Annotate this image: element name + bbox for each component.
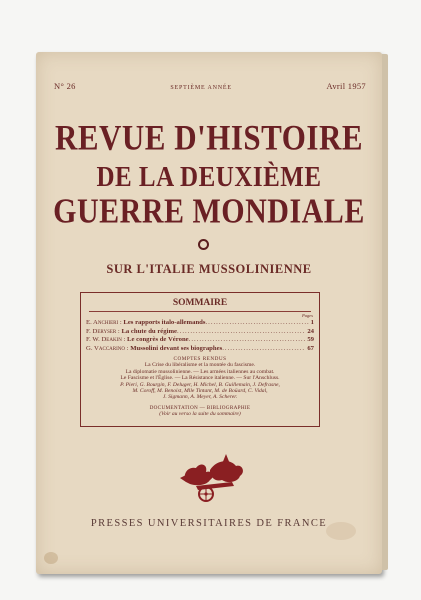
publisher-name: PRESSES UNIVERSITAIRES DE FRANCE: [90, 518, 328, 529]
toc-author: F. W. Deakin :: [86, 336, 126, 344]
table-of-contents-box: [80, 292, 320, 427]
toc-page: 59: [307, 336, 314, 344]
toc-page: 67: [307, 344, 314, 352]
toc-page: 1: [310, 319, 314, 326]
toc-entry: [86, 336, 314, 345]
reviews-section: [81, 356, 319, 418]
issue-number: N° 26: [54, 81, 76, 91]
toc-title: La chute du régime: [121, 327, 177, 335]
title-line-2: DE LA DEUXIÈME: [96, 161, 322, 193]
toc-entry: [86, 319, 314, 328]
pages-label: Pages: [302, 313, 313, 318]
divider: [89, 311, 311, 312]
title-line-1: REVUE D'HISTOIRE: [54, 117, 364, 158]
chariot-emblem-icon: [176, 452, 248, 504]
journal-cover: [36, 52, 382, 574]
title-line-3: GUERRE MONDIALE: [53, 192, 365, 231]
toc-entry: [86, 345, 314, 354]
reviews-line: La diplomatie mussolinienne. — Les armées italiennes au combat.: [125, 368, 275, 375]
contributors-line: P. Pieri, G. Bourgin, F. Deluger, H. Michel, B. Guillemain, J. Defrasne,: [120, 381, 280, 388]
contributors-line: M. Coroff, M. Benoist, Mlle Tintant, M. de Boüard, C. Vidal,: [132, 388, 268, 395]
reviews-line: Le Fascisme et l'Église. — La Résistance italienne. — Sur l'Anschluss.: [120, 375, 280, 382]
toc-list: [86, 319, 314, 353]
toc-title: Les rapports italo-allemands: [123, 319, 206, 326]
issue-header: [54, 81, 366, 91]
toc-author: G. Vaccarino :: [86, 344, 129, 352]
sommaire-heading: SOMMAIRE: [172, 298, 228, 308]
toc-author: E. Anchieri :: [86, 319, 122, 326]
toc-author: F. Deryser :: [86, 327, 120, 335]
toc-title: Mussolini devant ses biographes: [130, 344, 223, 352]
year-label: SEPTIÈME ANNÉE: [170, 85, 232, 91]
toc-entry: [86, 328, 314, 337]
issue-subtitle: SUR L'ITALIE MUSSOLINIENNE: [106, 262, 312, 276]
reviews-heading: COMPTES RENDUS: [173, 356, 227, 362]
documentation-note: (Voir au verso la suite du sommaire): [159, 411, 241, 418]
documentation-heading: DOCUMENTATION — BIBLIOGRAPHIE: [149, 404, 251, 411]
toc-page: 24: [307, 327, 314, 335]
paper-stain: [44, 552, 58, 564]
toc-title: Le congrès de Vérone: [127, 336, 189, 344]
reviews-line: La Crise du libéralisme et la montée du fascisme.: [144, 362, 256, 369]
contributors-line: J. Sigmann, A. Meyer, A. Scherer.: [162, 394, 238, 401]
ornament-circle: [198, 239, 209, 250]
issue-date: Avril 1957: [326, 81, 366, 91]
